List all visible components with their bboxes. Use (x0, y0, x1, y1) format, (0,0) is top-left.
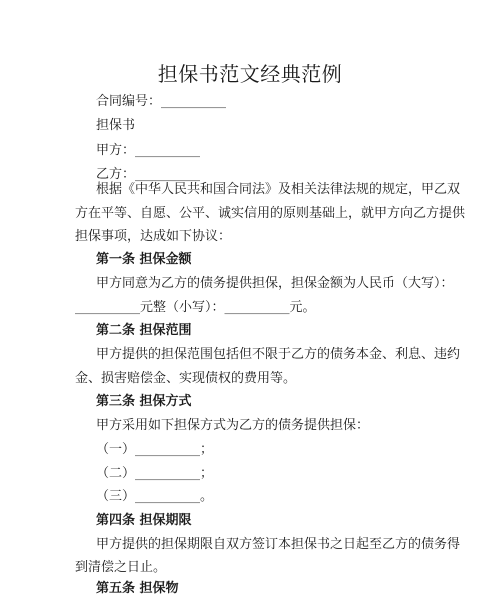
contract-number-line: 合同编号：__________ (96, 94, 227, 109)
article-1-line-1: 甲方同意为乙方的债务提供担保，担保金额为人民币（大写）： (96, 276, 454, 291)
preamble-line-2: 方在平等、自愿、公平、诚实信用的原则基础上，就甲方向乙方提供 (75, 206, 466, 221)
article-2-line-1: 甲方提供的担保范围包括但不限于乙方的债务本金、利息、违约 (96, 347, 461, 362)
guarantee-label: 担保书 (96, 118, 136, 133)
party-a-line: 甲方：__________ (96, 143, 201, 158)
article-3-line-1: 甲方采用如下担保方式为乙方的债务提供担保： (96, 418, 370, 433)
preamble-line-1: 根据《中华人民共和国合同法》及相关法律法规的规定，甲乙双 (96, 182, 461, 197)
article-4-line-2: 到清偿之日止。 (75, 560, 167, 575)
article-2-heading: 第二条 担保范围 (96, 323, 192, 338)
article-4-line-1: 甲方提供的担保期限自双方签订本担保书之日起至乙方的债务得 (96, 537, 461, 552)
preamble-line-3: 担保事项，达成如下协议： (75, 229, 232, 244)
article-3-item-2: （二）__________； (96, 466, 214, 481)
article-5-heading: 第五条 担保物 (96, 581, 179, 596)
article-3-heading: 第三条 担保方式 (96, 394, 192, 409)
article-1-heading: 第一条 担保金额 (96, 252, 192, 267)
article-4-heading: 第四条 担保期限 (96, 513, 192, 528)
article-1-line-2: __________元整（小写）：__________元。 (75, 300, 316, 315)
article-3-item-1: （一）__________； (96, 442, 214, 457)
document-title: 担保书范文经典范例 (157, 62, 343, 86)
party-b-line: 乙方：__________ (96, 167, 201, 182)
article-2-line-2: 金、损害赔偿金、实现债权的费用等。 (75, 371, 297, 386)
article-3-item-3: （三）__________。 (96, 489, 214, 504)
